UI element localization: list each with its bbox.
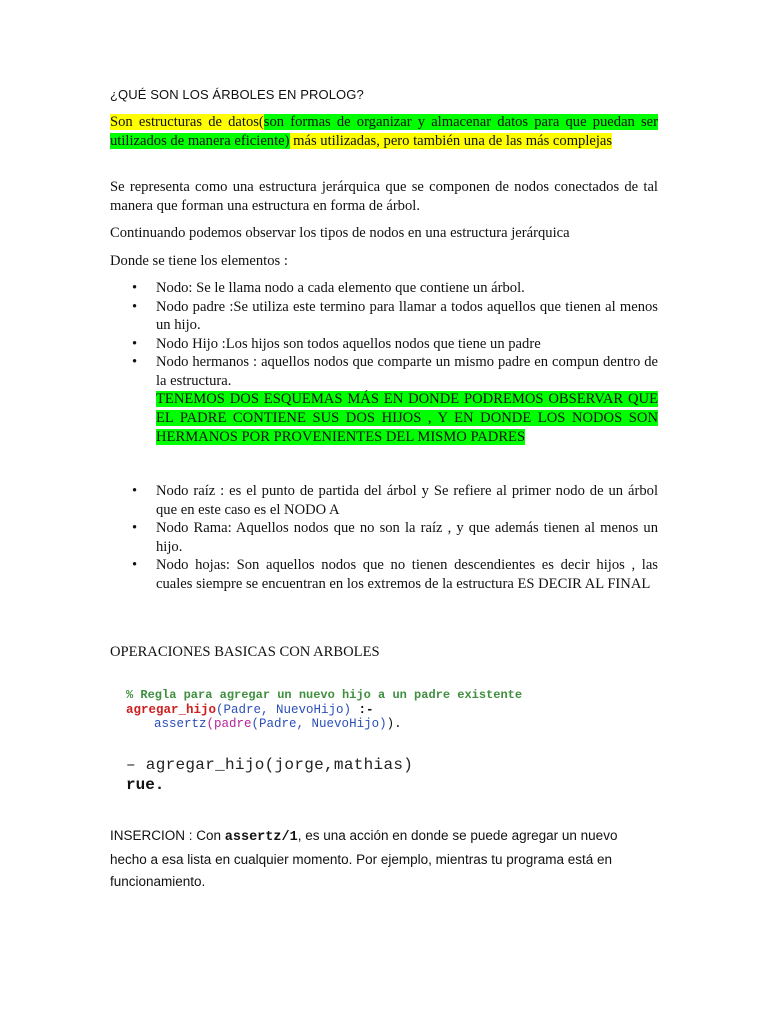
green-callout: TENEMOS DOS ESQUEMAS MÁS EN DONDE PODREMOS OBSERVAR QUE EL PADRE CONTIENE SUS DOS HIJOS , Y EN DONDE LOS NODOS SON HERMANOS POR PROVENIENTES DEL MISMO PADRES	[156, 391, 658, 445]
bullet-icon: •	[132, 520, 138, 536]
intro-part2: son formas de organizar y almacenar datos para que puedan ser utilizados de manera eficiente)	[110, 114, 658, 149]
bullet-icon: •	[132, 280, 138, 296]
operations-heading: OPERACIONES BASICAS CON ARBOLES	[110, 644, 380, 660]
bullet-icon: •	[132, 354, 138, 370]
structure-paragraph: Se representa como una estructura jerárquica que se componen de nodos conectados de tal manera que forman una estructura en forma de árbol.	[110, 179, 658, 214]
node-types-list-2	[110, 482, 658, 593]
list-item: • Nodo hermanos : aquellos nodos que comparte un mismo padre en compun dentro de la estructura. TENEMOS DOS ESQUEMAS MÁS EN DONDE PODREMOS OBSERVAR QUE EL PADRE CONTIENE SUS DOS HIJOS , Y EN DONDE LOS NODOS SON HERMANOS POR PROVENIENTES DEL MISMO PADRES	[132, 354, 658, 445]
insercion-label: INSERCION : Con	[110, 828, 225, 843]
code-rule-head: agregar_hijo(Padre, NuevoHijo) :-	[126, 703, 374, 717]
bullet-icon: •	[132, 298, 138, 315]
bullet-icon: •	[132, 483, 138, 499]
list-item: • Nodo Rama: Aquellos nodos que no son la raíz , y que además tienen al menos un hijo.	[132, 520, 658, 555]
continuation-paragraph: Continuando podemos observar los tipos de nodos en una estructura jerárquica	[110, 225, 570, 241]
code-rule-body: assertz(padre(Padre, NuevoHijo)).	[154, 717, 402, 731]
code-comment: % Regla para agregar un nuevo hijo a un padre existente	[126, 688, 523, 702]
list-item: • Nodo raíz : es el punto de partida del árbol y Se refiere al primer nodo de un árbol que en este caso es el NODO A	[132, 483, 658, 518]
bullet-icon: •	[132, 335, 138, 352]
code-result: rue.	[126, 776, 165, 794]
code-query: – agregar_hijo(jorge,mathias)	[126, 756, 414, 774]
insercion-text: , es una acción en donde se puede agregar un nuevo hecho a esa lista en cualquier momento. Por ejemplo, mientras tu programa está en funcionamiento.	[110, 828, 618, 889]
intro-paragraph	[110, 113, 658, 150]
bullet-icon: •	[132, 557, 138, 573]
list-item: • Nodo padre :Se utiliza este termino para llamar a todos aquellos que tienen al menos un hijo.	[132, 298, 658, 333]
insercion-code: assertz/1	[224, 830, 298, 845]
insercion-paragraph	[110, 825, 650, 893]
list-item: • Nodo hojas: Son aquellos nodos que no tienen descendientes es decir hijos , las cuales siempre se encuentran en los extremos de la estructura ES DECIR AL FINAL	[132, 557, 658, 592]
code-screenshot	[122, 684, 582, 794]
document-title: ¿QUÉ SON LOS ÁRBOLES EN PROLOG?	[110, 87, 364, 102]
list-item: • Nodo Hijo :Los hijos son todos aquellos nodos que tiene un padre	[132, 335, 541, 352]
node-types-list	[110, 279, 658, 447]
intro-part3: más utilizadas, pero también una de las más complejas	[289, 132, 613, 149]
list-item: • Nodo: Se le llama nodo a cada elemento que contiene un árbol.	[132, 280, 525, 296]
intro-part1: Son estructuras de datos(	[110, 114, 264, 130]
elements-intro: Donde se tiene los elementos :	[110, 253, 288, 269]
